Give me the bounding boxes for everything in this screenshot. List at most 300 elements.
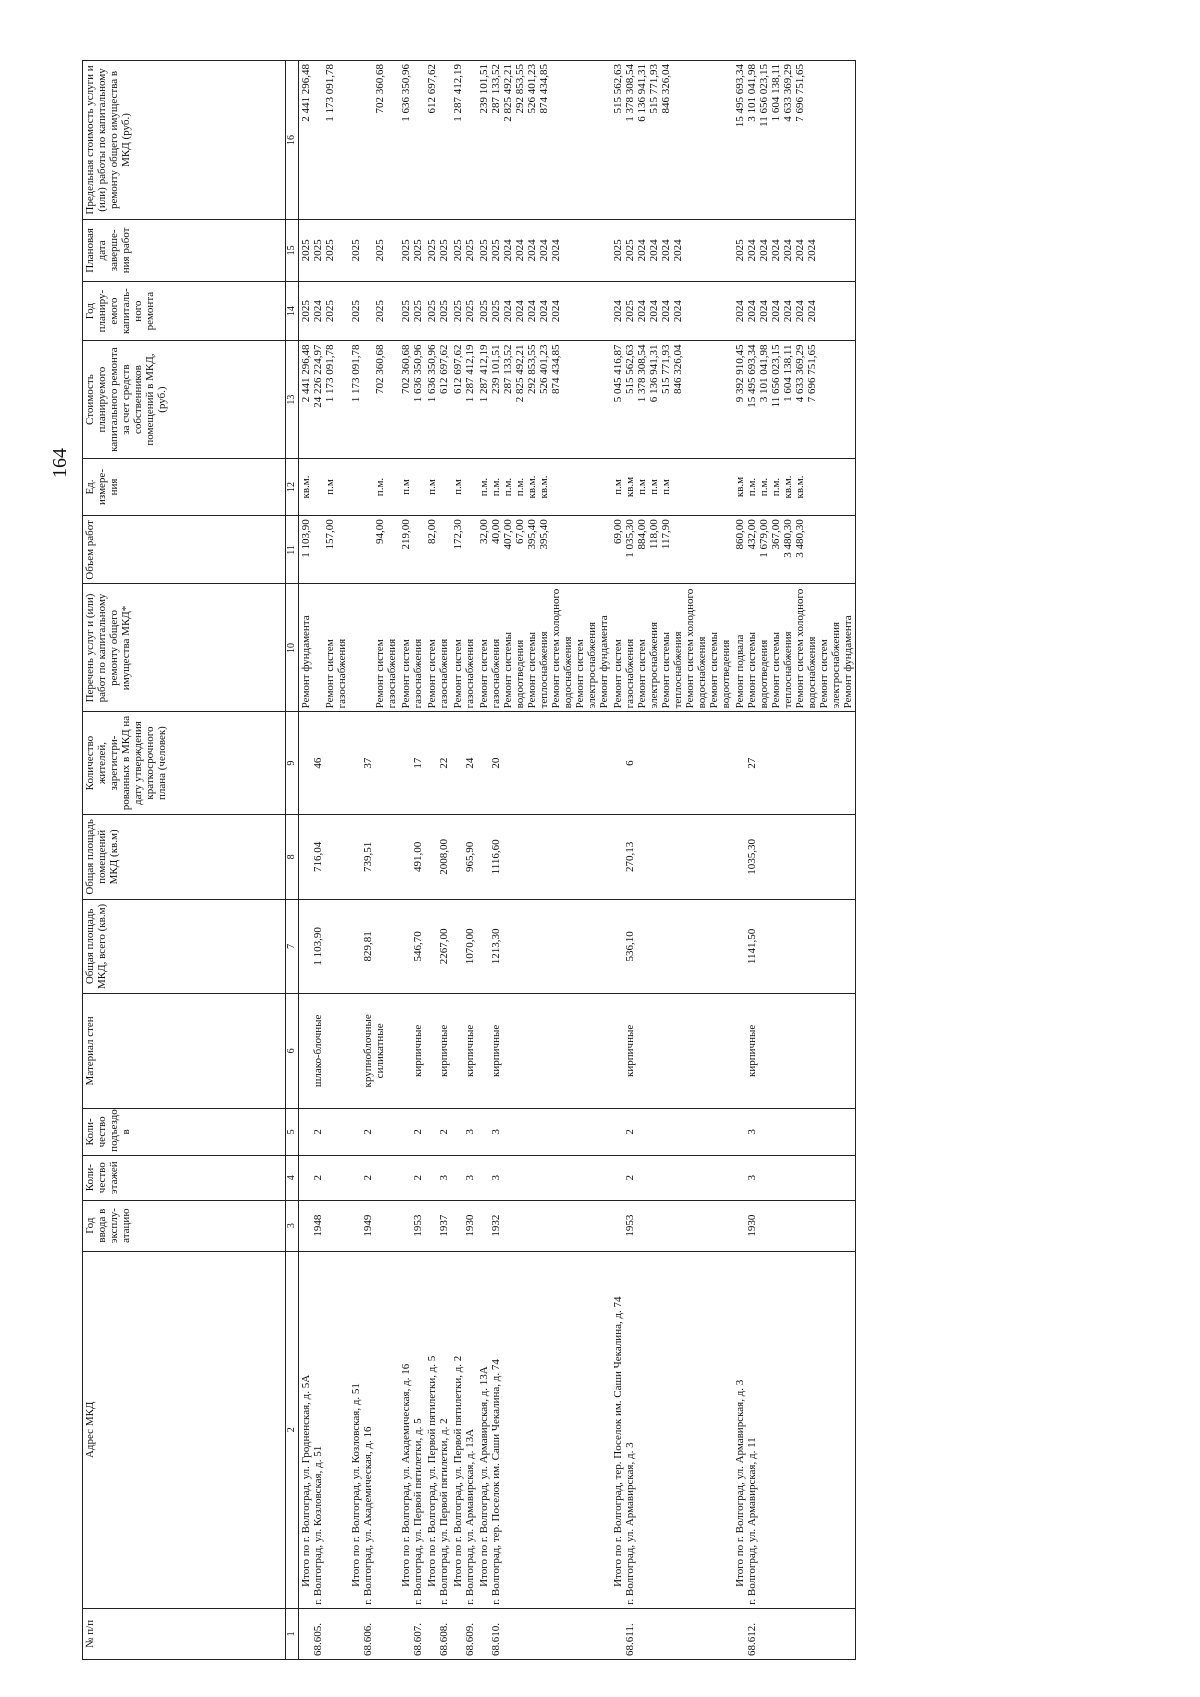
area_total-cell: [451, 900, 477, 994]
walls-cell: [349, 993, 399, 1108]
residents-value: 27: [746, 757, 758, 769]
completion-year-value: 2024: [758, 239, 770, 262]
column-header: Общая площадь МКД, всего (кв.м): [83, 900, 286, 994]
year-cell: [477, 1200, 611, 1251]
completion-year-cell: [349, 219, 399, 281]
completion-year-cell: [477, 219, 611, 281]
completion-year-cell: [299, 219, 350, 281]
planned-cost-cell: [349, 341, 399, 458]
area_total-value: 2267,00: [438, 928, 450, 965]
residents-value: 6: [624, 760, 636, 766]
row-number-value: 68.605.: [312, 1623, 324, 1656]
work-volume-cell: [299, 516, 350, 584]
completion-year-value: 2024: [806, 239, 818, 262]
unit-value: [362, 462, 374, 513]
area_rooms-cell: [611, 814, 733, 899]
floors-cell: [611, 1155, 733, 1200]
planned-cost-cell: [477, 341, 611, 458]
row-number-value: 68.609.: [464, 1623, 476, 1656]
work-item-value: [350, 588, 362, 709]
unit-value: п.м.: [770, 477, 782, 497]
work-volume-value: 32,00: [478, 519, 490, 545]
planned-year-value: 2024: [636, 300, 648, 323]
limit-cost-value: 6 136 941,31: [636, 64, 648, 122]
area_rooms-value: 965,90: [464, 841, 476, 872]
table-row: [611, 61, 733, 1660]
limit-cost-cell: [299, 61, 350, 220]
floors-cell: [451, 1155, 477, 1200]
repair-plan-table: [82, 60, 856, 1660]
row-number-value: 68.607.: [412, 1623, 424, 1656]
planned-cost-cell: [399, 341, 425, 458]
limit-cost-value: 612 697,62: [426, 64, 438, 114]
planned-year-value: 2024: [782, 300, 794, 323]
planned-year-value: 2025: [300, 300, 312, 323]
planned-cost-cell: [451, 341, 477, 458]
completion-year-value: 2025: [374, 239, 386, 262]
work-item-value: Ремонт систем электроснабжения: [636, 621, 660, 709]
unit-value: п.м: [426, 479, 438, 495]
area_total-value: 536,10: [624, 931, 636, 962]
entrances-value: 2: [624, 1129, 636, 1135]
area_total-value: 1213,30: [490, 928, 502, 965]
row-number: [399, 1608, 425, 1659]
unit-cell: [451, 458, 477, 516]
completion-year-value: 2025: [734, 239, 746, 262]
column-header: Предельная стоимость услуги и (или) работы по капитальному ремонту общего имущества в МКД (руб.): [83, 61, 286, 220]
address-line: г. Волгоград, тер. Поселок им. Саши Чекалина, д. 74: [490, 1359, 502, 1605]
unit-value: п.м.: [478, 477, 490, 497]
total-line: Итого по г. Волгоград, тер. Поселок им. Саши Чекалина, д. 74: [612, 1296, 624, 1587]
address-line: г. Волгоград, ул. Первой пятилетки, д. 5: [412, 1418, 424, 1605]
planned-year-value: [362, 285, 374, 338]
year-value: 1930: [464, 1214, 476, 1237]
area_total-value: 829,81: [362, 931, 374, 962]
entrances-value: 3: [464, 1129, 476, 1135]
residents-cell: [399, 712, 425, 814]
planned-year-value: 2024: [538, 300, 550, 323]
planned-cost-value: 11 656 023,15: [770, 344, 782, 408]
unit-cell: [477, 458, 611, 516]
residents-cell: [451, 712, 477, 814]
limit-cost-value: 515 771,93: [648, 64, 660, 114]
column-header: Адрес МКД: [83, 1251, 286, 1608]
work-volume-value: 407,00: [502, 519, 514, 550]
area_rooms-value: 739,51: [362, 841, 374, 872]
planned-year-value: 2025: [464, 300, 476, 323]
area_rooms-value: 1035,30: [746, 839, 758, 875]
total-line: Итого по г. Волгоград, ул. Гродненская, д. 5А: [300, 1374, 312, 1587]
planned-cost-value: 239 101,51: [490, 344, 502, 394]
year-value: 1949: [362, 1214, 374, 1237]
entrances-cell: [477, 1108, 611, 1155]
floors-value: 2: [362, 1174, 374, 1181]
planned-year-value: 2025: [350, 300, 362, 323]
address-cell: [611, 1251, 733, 1608]
year-cell: [299, 1200, 350, 1251]
page-number: 164: [49, 448, 71, 478]
planned-year-value: 2024: [770, 300, 782, 323]
residents-value: 24: [464, 757, 476, 769]
limit-cost-value: 2 441 296,48: [300, 64, 312, 122]
planned-year-value: 2024: [672, 300, 684, 323]
address-cell: [425, 1251, 451, 1608]
entrances-value: 2: [412, 1129, 424, 1135]
row-number: [349, 1608, 399, 1659]
column-header: Объем работ: [83, 516, 286, 584]
planned-cost-value: 1 173 091,78: [324, 344, 336, 403]
work-item-value: Ремонт систем газоснабжения: [612, 638, 636, 709]
planned-year-value: 2024: [502, 300, 514, 323]
column-header: Плановая дата заверше-ния работ: [83, 219, 286, 281]
work-item-value: Ремонт систем газоснабжения: [478, 638, 502, 709]
work-volume-cell: [733, 516, 856, 584]
work-item-value: Ремонт систем газоснабжения: [374, 638, 398, 709]
entrances-value: 3: [490, 1129, 502, 1135]
work-volume-value: [362, 519, 374, 580]
total-line: Итого по г. Волгоград, ул. Армавирская, д. 3: [734, 1379, 746, 1587]
planned-cost-value: 6 136 941,31: [648, 344, 660, 403]
column-number: 4: [286, 1155, 299, 1200]
walls-cell: [451, 993, 477, 1108]
residents-cell: [299, 712, 350, 814]
work-item-value: Ремонт системы водоотведения: [708, 631, 732, 709]
planned-cost-value: 612 697,62: [452, 344, 464, 394]
work-volume-cell: [425, 516, 451, 584]
planned-year-value: 2024: [550, 300, 562, 323]
column-number: 3: [286, 1200, 299, 1251]
work-volume-value: 82,00: [426, 519, 438, 545]
limit-cost-cell: [349, 61, 399, 220]
address-cell: [399, 1251, 425, 1608]
unit-cell: [349, 458, 399, 516]
row-number: [733, 1608, 856, 1659]
area_total-value: 1 103,90: [312, 927, 324, 966]
column-header: № п/п: [83, 1608, 286, 1659]
completion-year-cell: [733, 219, 856, 281]
completion-year-value: 2024: [782, 239, 794, 262]
completion-year-value: 2024: [502, 239, 514, 262]
work-volume-cell: [399, 516, 425, 584]
completion-year-value: 2024: [538, 239, 550, 262]
completion-year-cell: [451, 219, 477, 281]
work-item-value: Ремонт фундамента: [842, 615, 854, 709]
year-value: 1937: [438, 1214, 450, 1237]
walls-value: кирпичные: [438, 1024, 450, 1077]
column-number: 15: [286, 219, 299, 281]
row-number: [451, 1608, 477, 1659]
row-number: [611, 1608, 733, 1659]
address-line: г. Волгоград, ул. Армавирская, д. 3: [624, 1442, 636, 1605]
floors-cell: [477, 1155, 611, 1200]
work-item-value: Ремонт систем холодного водоснабжения: [684, 588, 708, 709]
planned-cost-value: 1 287 412,19: [478, 344, 490, 403]
total-line: Итого по г. Волгоград, ул. Армавирская, д. 13А: [478, 1366, 490, 1587]
unit-value: п.м.: [758, 477, 770, 497]
completion-year-value: 2024: [794, 239, 806, 262]
entrances-cell: [451, 1108, 477, 1155]
total-line: Итого по г. Волгоград, ул. Первой пятилетки, д. 5: [426, 1355, 438, 1587]
area_rooms-cell: [451, 814, 477, 899]
unit-value: п.м.: [514, 477, 526, 497]
area_total-cell: [399, 900, 425, 994]
floors-value: 3: [438, 1174, 450, 1181]
completion-year-value: 2025: [490, 239, 502, 262]
work-volume-value: 67,00: [514, 519, 526, 545]
completion-year-value: 2025: [426, 239, 438, 262]
work-volume-value: [350, 519, 362, 580]
area_rooms-cell: [425, 814, 451, 899]
column-header: Стоимость планируемого капитального ремонта за счет средств собственников помещений в МКД, (руб.): [83, 341, 286, 458]
unit-value: п.м: [660, 479, 672, 495]
residents-cell: [425, 712, 451, 814]
entrances-cell: [299, 1108, 350, 1155]
walls-value: кирпичные: [490, 1024, 502, 1077]
year-cell: [349, 1200, 399, 1251]
unit-value: п.м.: [746, 477, 758, 497]
column-number-row: [286, 61, 299, 1660]
work-volume-cell: [349, 516, 399, 584]
floors-value: 2: [412, 1174, 424, 1181]
area_rooms-value: 2008,00: [438, 839, 450, 875]
work-volume-value: [312, 519, 324, 580]
year-value: 1953: [412, 1214, 424, 1237]
completion-year-value: 2024: [526, 239, 538, 262]
planned-year-value: 2024: [734, 300, 746, 323]
year-cell: [733, 1200, 856, 1251]
planned-year-value: 2024: [612, 300, 624, 323]
work-volume-value: 395,40: [526, 519, 538, 550]
entrances-cell: [733, 1108, 856, 1155]
planned-cost-value: 292 853,55: [526, 344, 538, 394]
planned-year-value: 2025: [490, 300, 502, 323]
planned-cost-cell: [733, 341, 856, 458]
unit-value: п.м: [452, 479, 464, 495]
area_rooms-cell: [399, 814, 425, 899]
completion-year-value: 2024: [770, 239, 782, 262]
work-volume-cell: [477, 516, 611, 584]
unit-value: кв.м.: [300, 475, 312, 499]
planned-cost-value: [362, 344, 374, 454]
work-item-cell: [349, 584, 399, 712]
table-row: [477, 61, 611, 1660]
planned-cost-value: 1 604 138,11: [782, 344, 794, 402]
area_rooms-cell: [733, 814, 856, 899]
limit-cost-value: 1 636 350,96: [400, 64, 412, 122]
walls-value: шлако-блочные: [312, 1014, 324, 1088]
column-number: 13: [286, 341, 299, 458]
limit-cost-value: 3 101 041,98: [746, 64, 758, 122]
planned-year-cell: [451, 281, 477, 341]
limit-cost-value: 846 326,04: [660, 64, 672, 114]
work-item-value: Ремонт систем газоснабжения: [400, 638, 424, 709]
unit-cell: [399, 458, 425, 516]
column-header: Год ввода в эксплу-атацию: [83, 1200, 286, 1251]
table-row: [399, 61, 425, 1660]
row-number: [425, 1608, 451, 1659]
planned-cost-cell: [425, 341, 451, 458]
table-row: [733, 61, 856, 1660]
address-cell: [451, 1251, 477, 1608]
work-volume-value: 860,00: [734, 519, 746, 550]
work-item-value: Ремонт систем газоснабжения: [426, 638, 450, 709]
completion-year-value: 2025: [438, 239, 450, 262]
row-number-value: 68.612.: [746, 1623, 758, 1656]
floors-cell: [425, 1155, 451, 1200]
area_rooms-cell: [349, 814, 399, 899]
unit-value: кв.м.: [794, 475, 806, 499]
planned-cost-value: 702 360,68: [400, 344, 412, 394]
work-item-value: Ремонт системы водоотведения: [746, 631, 770, 709]
residents-cell: [611, 712, 733, 814]
planned-cost-value: 287 133,52: [502, 344, 514, 394]
floors-value: 3: [746, 1174, 758, 1181]
row-number-value: 68.606.: [362, 1623, 374, 1656]
address-line: г. Волгоград, ул. Армавирская, д. 11: [746, 1437, 758, 1605]
work-volume-value: 118,00: [648, 519, 660, 550]
planned-cost-cell: [611, 341, 733, 458]
work-volume-value: 1 035,30: [624, 519, 636, 558]
work-item-value: Ремонт системы водоотведения: [502, 631, 526, 709]
planned-year-value: 2025: [374, 300, 386, 323]
residents-cell: [477, 712, 611, 814]
column-number: 10: [286, 584, 299, 712]
unit-value: кв.м.: [538, 475, 550, 499]
area_rooms-cell: [299, 814, 350, 899]
table-header-row: [83, 61, 286, 1660]
planned-cost-value: 1 378 308,54: [636, 344, 648, 403]
completion-year-value: 2025: [464, 239, 476, 262]
table-body: [299, 61, 856, 1660]
completion-year-value: 2025: [350, 239, 362, 262]
planned-cost-value: 7 696 751,65: [806, 344, 818, 403]
total-line: Итого по г. Волгоград, ул. Академическая, д. 16: [400, 1363, 412, 1587]
unit-value: п.м.: [502, 477, 514, 497]
completion-year-value: 2025: [300, 239, 312, 262]
unit-value: п.м: [612, 479, 624, 495]
limit-cost-value: [350, 64, 362, 216]
planned-cost-value: 874 434,85: [550, 344, 562, 394]
work-item-value: Ремонт систем холодного водоснабжения: [794, 588, 818, 709]
year-value: 1953: [624, 1214, 636, 1237]
completion-year-value: [362, 223, 374, 278]
limit-cost-cell: [425, 61, 451, 220]
work-volume-value: 40,00: [490, 519, 502, 545]
walls-cell: [611, 993, 733, 1108]
work-volume-value: 432,00: [746, 519, 758, 550]
work-volume-value: 172,30: [452, 519, 464, 550]
work-volume-cell: [451, 516, 477, 584]
work-volume-value: 3 480,30: [794, 519, 806, 558]
row-number: [299, 1608, 350, 1659]
planned-year-cell: [349, 281, 399, 341]
planned-year-value: 2025: [400, 300, 412, 323]
row-number-value: 68.611.: [624, 1623, 636, 1656]
unit-cell: [299, 458, 350, 516]
limit-cost-value: 287 133,52: [490, 64, 502, 114]
work-item-cell: [299, 584, 350, 712]
column-number: 8: [286, 814, 299, 899]
planned-year-cell: [425, 281, 451, 341]
entrances-cell: [425, 1108, 451, 1155]
completion-year-value: 2024: [636, 239, 648, 262]
work-volume-value: 1 679,00: [758, 519, 770, 558]
completion-year-value: 2024: [514, 239, 526, 262]
walls-cell: [299, 993, 350, 1108]
area_total-value: 1141,50: [746, 928, 758, 965]
planned-cost-value: 702 360,68: [374, 344, 386, 394]
area_total-cell: [425, 900, 451, 994]
planned-cost-value: 4 633 369,29: [794, 344, 806, 403]
work-volume-value: 69,00: [612, 519, 624, 545]
limit-cost-value: [362, 64, 374, 216]
floors-cell: [399, 1155, 425, 1200]
work-item-value: Ремонт фундамента: [300, 615, 312, 709]
residents-value: 46: [312, 757, 324, 769]
work-volume-value: 884,00: [636, 519, 648, 550]
planned-year-value: 2025: [452, 300, 464, 323]
planned-year-cell: [477, 281, 611, 341]
limit-cost-value: 1 173 091,78: [324, 64, 336, 122]
column-number: 9: [286, 712, 299, 814]
limit-cost-value: 2 825 492,21: [502, 64, 514, 122]
work-item-value: Ремонт системы теплоснабжения: [770, 631, 794, 709]
work-volume-value: 395,40: [538, 519, 550, 550]
walls-value: кирпичные: [624, 1024, 636, 1077]
planned-cost-value: 1 287 412,19: [464, 344, 476, 403]
floors-cell: [349, 1155, 399, 1200]
table-row: [299, 61, 350, 1660]
work-volume-value: 94,00: [374, 519, 386, 545]
area_rooms-value: 491,00: [412, 841, 424, 872]
planned-cost-value: 612 697,62: [438, 344, 450, 394]
address-cell: [733, 1251, 856, 1608]
table-row: [451, 61, 477, 1660]
address-cell: [349, 1251, 399, 1608]
column-number: 1: [286, 1608, 299, 1659]
column-number: 14: [286, 281, 299, 341]
work-volume-value: 219,00: [400, 519, 412, 550]
planned-year-value: 2025: [438, 300, 450, 323]
total-line: Итого по г. Волгоград, ул. Первой пятилетки, д. 2: [452, 1355, 464, 1587]
planned-cost-value: 515 771,93: [660, 344, 672, 394]
completion-year-value: 2024: [648, 239, 660, 262]
limit-cost-cell: [451, 61, 477, 220]
area_rooms-value: 1116,60: [490, 839, 502, 875]
limit-cost-value: 239 101,51: [478, 64, 490, 114]
address-line: г. Волгоград, ул. Козловская, д. 51: [312, 1445, 324, 1605]
floors-cell: [299, 1155, 350, 1200]
planned-cost-value: 24 226 224,97: [312, 344, 324, 408]
completion-year-cell: [399, 219, 425, 281]
planned-cost-value: 3 101 041,98: [758, 344, 770, 403]
column-header: Количество жителей, зарегистри-рованных в МКД на дату утверждения краткосрочного плана (человек): [83, 712, 286, 814]
walls-cell: [733, 993, 856, 1108]
total-line: Итого по г. Волгоград, ул. Козловская, д. 51: [350, 1383, 362, 1587]
planned-year-value: 2025: [412, 300, 424, 323]
completion-year-value: 2024: [746, 239, 758, 262]
unit-value: п.м: [400, 479, 412, 495]
planned-year-value: 2024: [648, 300, 660, 323]
row-number-value: 68.608.: [438, 1623, 450, 1656]
work-item-cell: [611, 584, 733, 712]
limit-cost-cell: [477, 61, 611, 220]
work-item-cell: [477, 584, 611, 712]
limit-cost-value: 526 401,23: [526, 64, 538, 114]
entrances-value: 3: [746, 1129, 758, 1135]
planned-year-value: 2024: [312, 300, 324, 323]
area_rooms-value: 716,04: [312, 841, 324, 872]
